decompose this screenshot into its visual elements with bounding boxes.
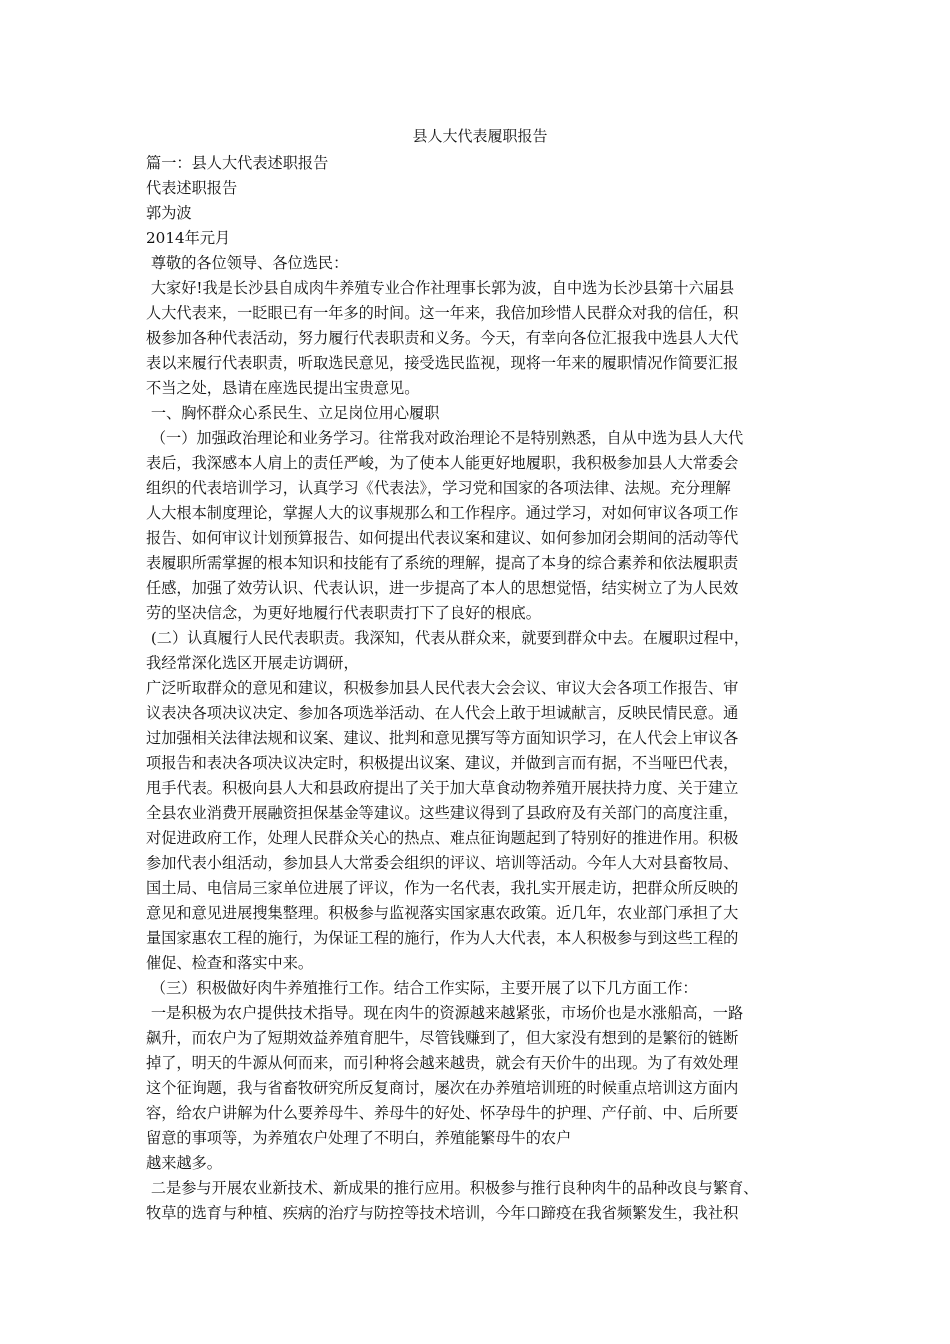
body-line: 大家好!我是长沙县自成肉牛养殖专业合作社理事长郭为波，自中选为长沙县第十六届县 bbox=[146, 279, 735, 297]
body-line: （一）加强政治理论和业务学习。往常我对政治理论不是特别熟悉，自从中选为县人大代 bbox=[146, 429, 744, 447]
body-line: 表后，我深感本人肩上的责任严峻，为了使本人能更好地履职，我积极参加县人大常委会 bbox=[146, 454, 739, 472]
body-line: 二是参与开展农业新技术、新成果的推行应用。积极参与推行良种肉牛的品种改良与繁育、 bbox=[146, 1179, 759, 1197]
body-line: 广泛听取群众的意见和建议，积极参加县人民代表大会会议、审议大会各项工作报告、审 bbox=[146, 679, 739, 697]
body-line: （三）积极做好肉牛养殖推行工作。结合工作实际，主要开展了以下几方面工作： bbox=[146, 979, 698, 997]
document-page bbox=[146, 124, 814, 1226]
body-line: 掉了，明天的牛源从何而来，而引种将会越来越贵，就会有天价牛的出现。为了有效处理 bbox=[146, 1054, 739, 1072]
body-line: 极参加各种代表活动，努力履行代表职责和义务。今天，有幸向各位汇报我中选县人大代 bbox=[146, 329, 739, 347]
body-line: 牧草的选育与种植、疾病的治疗与防控等技术培训，今年口蹄疫在我省频繁发生，我社积 bbox=[146, 1204, 739, 1222]
body-line: 表以来履行代表职责，听取选民意见，接受选民监视，现将一年来的履职情况作简要汇报 bbox=[146, 354, 739, 372]
body-line: 表履职所需掌握的根本知识和技能有了系统的理解，提高了本身的综合素养和依法履职责 bbox=[146, 554, 739, 572]
body-line: 量国家惠农工程的施行，为保证工程的施行，作为人大代表，本人积极参与到这些工程的 bbox=[146, 929, 739, 947]
document-body bbox=[146, 151, 814, 1226]
body-line: 组织的代表培训学习，认真学习《代表法》，学习党和国家的各项法律、法规。充分理解 bbox=[146, 479, 731, 497]
body-line: 意见和意见进展搜集整理。积极参与监视落实国家惠农政策。近几年，农业部门承担了大 bbox=[146, 904, 739, 922]
body-line: 飙升，而农户为了短期效益养殖育肥牛，尽管钱赚到了，但大家没有想到的是繁衍的链断 bbox=[146, 1029, 739, 1047]
body-line: 一是积极为农户提供技术指导。现在肉牛的资源越来越紧张，市场价也是水涨船高，一路 bbox=[146, 1004, 744, 1022]
body-line: 不当之处，恳请在座选民提出宝贵意见。 bbox=[146, 379, 420, 397]
body-line: 全县农业消费开展融资担保基金等建议。这些建议得到了县政府及有关部门的高度注重， bbox=[146, 804, 739, 822]
body-line: 代表述职报告 bbox=[146, 179, 238, 197]
body-line: 人大代表来，一眨眼已有一年多的时间。这一年来，我倍加珍惜人民群众对我的信任，积 bbox=[146, 304, 739, 322]
body-line: 催促、检查和落实中来。 bbox=[146, 954, 314, 972]
body-line: 越来越多。 bbox=[146, 1154, 222, 1172]
body-line: 郭为波 bbox=[146, 204, 192, 222]
body-line: 参加代表小组活动，参加县人大常委会组织的评议、培训等活动。今年人大对县畜牧局、 bbox=[146, 854, 739, 872]
body-line: 留意的事项等，为养殖农户处理了不明白，养殖能繁母牛的农户 bbox=[146, 1129, 572, 1147]
body-line: 尊敬的各位领导、各位选民： bbox=[146, 254, 349, 272]
body-line: 国土局、电信局三家单位进展了评议，作为一名代表，我扎实开展走访，把群众所反映的 bbox=[146, 879, 739, 897]
body-line: 议表决各项决议决定、参加各项选举活动、在人代会上敢于坦诚献言，反映民情民意。通 bbox=[146, 704, 739, 722]
body-line: 人大根本制度理论，掌握人大的议事规那么和工作程序。通过学习，对如何审议各项工作 bbox=[146, 504, 739, 522]
body-line: 我经常深化选区开展走访调研， bbox=[146, 654, 359, 672]
body-line: 对促进政府工作，处理人民群众关心的热点、难点征询题起到了特别好的推进作用。积极 bbox=[146, 829, 739, 847]
body-line: 任感，加强了效劳认识、代表认识，进一步提高了本人的思想觉悟，结实树立了为人民效 bbox=[146, 579, 739, 597]
body-line: 篇一：县人大代表述职报告 bbox=[146, 154, 329, 172]
document-title: 县人大代表履职报告 bbox=[412, 127, 548, 145]
body-line: 甩手代表。积极向县人大和县政府提出了关于加大草食动物养殖开展扶持力度、关于建立 bbox=[146, 779, 739, 797]
body-line: 一、胸怀群众心系民生、立足岗位用心履职 bbox=[146, 404, 440, 422]
body-line: 这个征询题，我与省畜牧研究所反复商讨，屡次在办养殖培训班的时候重点培训这方面内 bbox=[146, 1079, 739, 1097]
body-line: (二）认真履行人民代表职责。我深知，代表从群众来，就要到群众中去。在履职过程中， bbox=[146, 629, 750, 647]
body-line: 2014年元月 bbox=[146, 229, 231, 247]
body-line: 容，给农户讲解为什么要养母牛、养母牛的好处、怀孕母牛的护理、产仔前、中、后所要 bbox=[146, 1104, 739, 1122]
body-line: 报告、如何审议计划预算报告、如何提出代表议案和建议、如何参加闭会期间的活动等代 bbox=[146, 529, 739, 547]
body-line: 项报告和表决各项决议决定时，积极提出议案、建议，并做到言而有据，不当哑巴代表， bbox=[146, 754, 739, 772]
body-line: 劳的坚决信念，为更好地履行代表职责打下了良好的根底。 bbox=[146, 604, 541, 622]
body-line: 过加强相关法律法规和议案、建议、批判和意见撰写等方面知识学习，在人代会上审议各 bbox=[146, 729, 739, 747]
